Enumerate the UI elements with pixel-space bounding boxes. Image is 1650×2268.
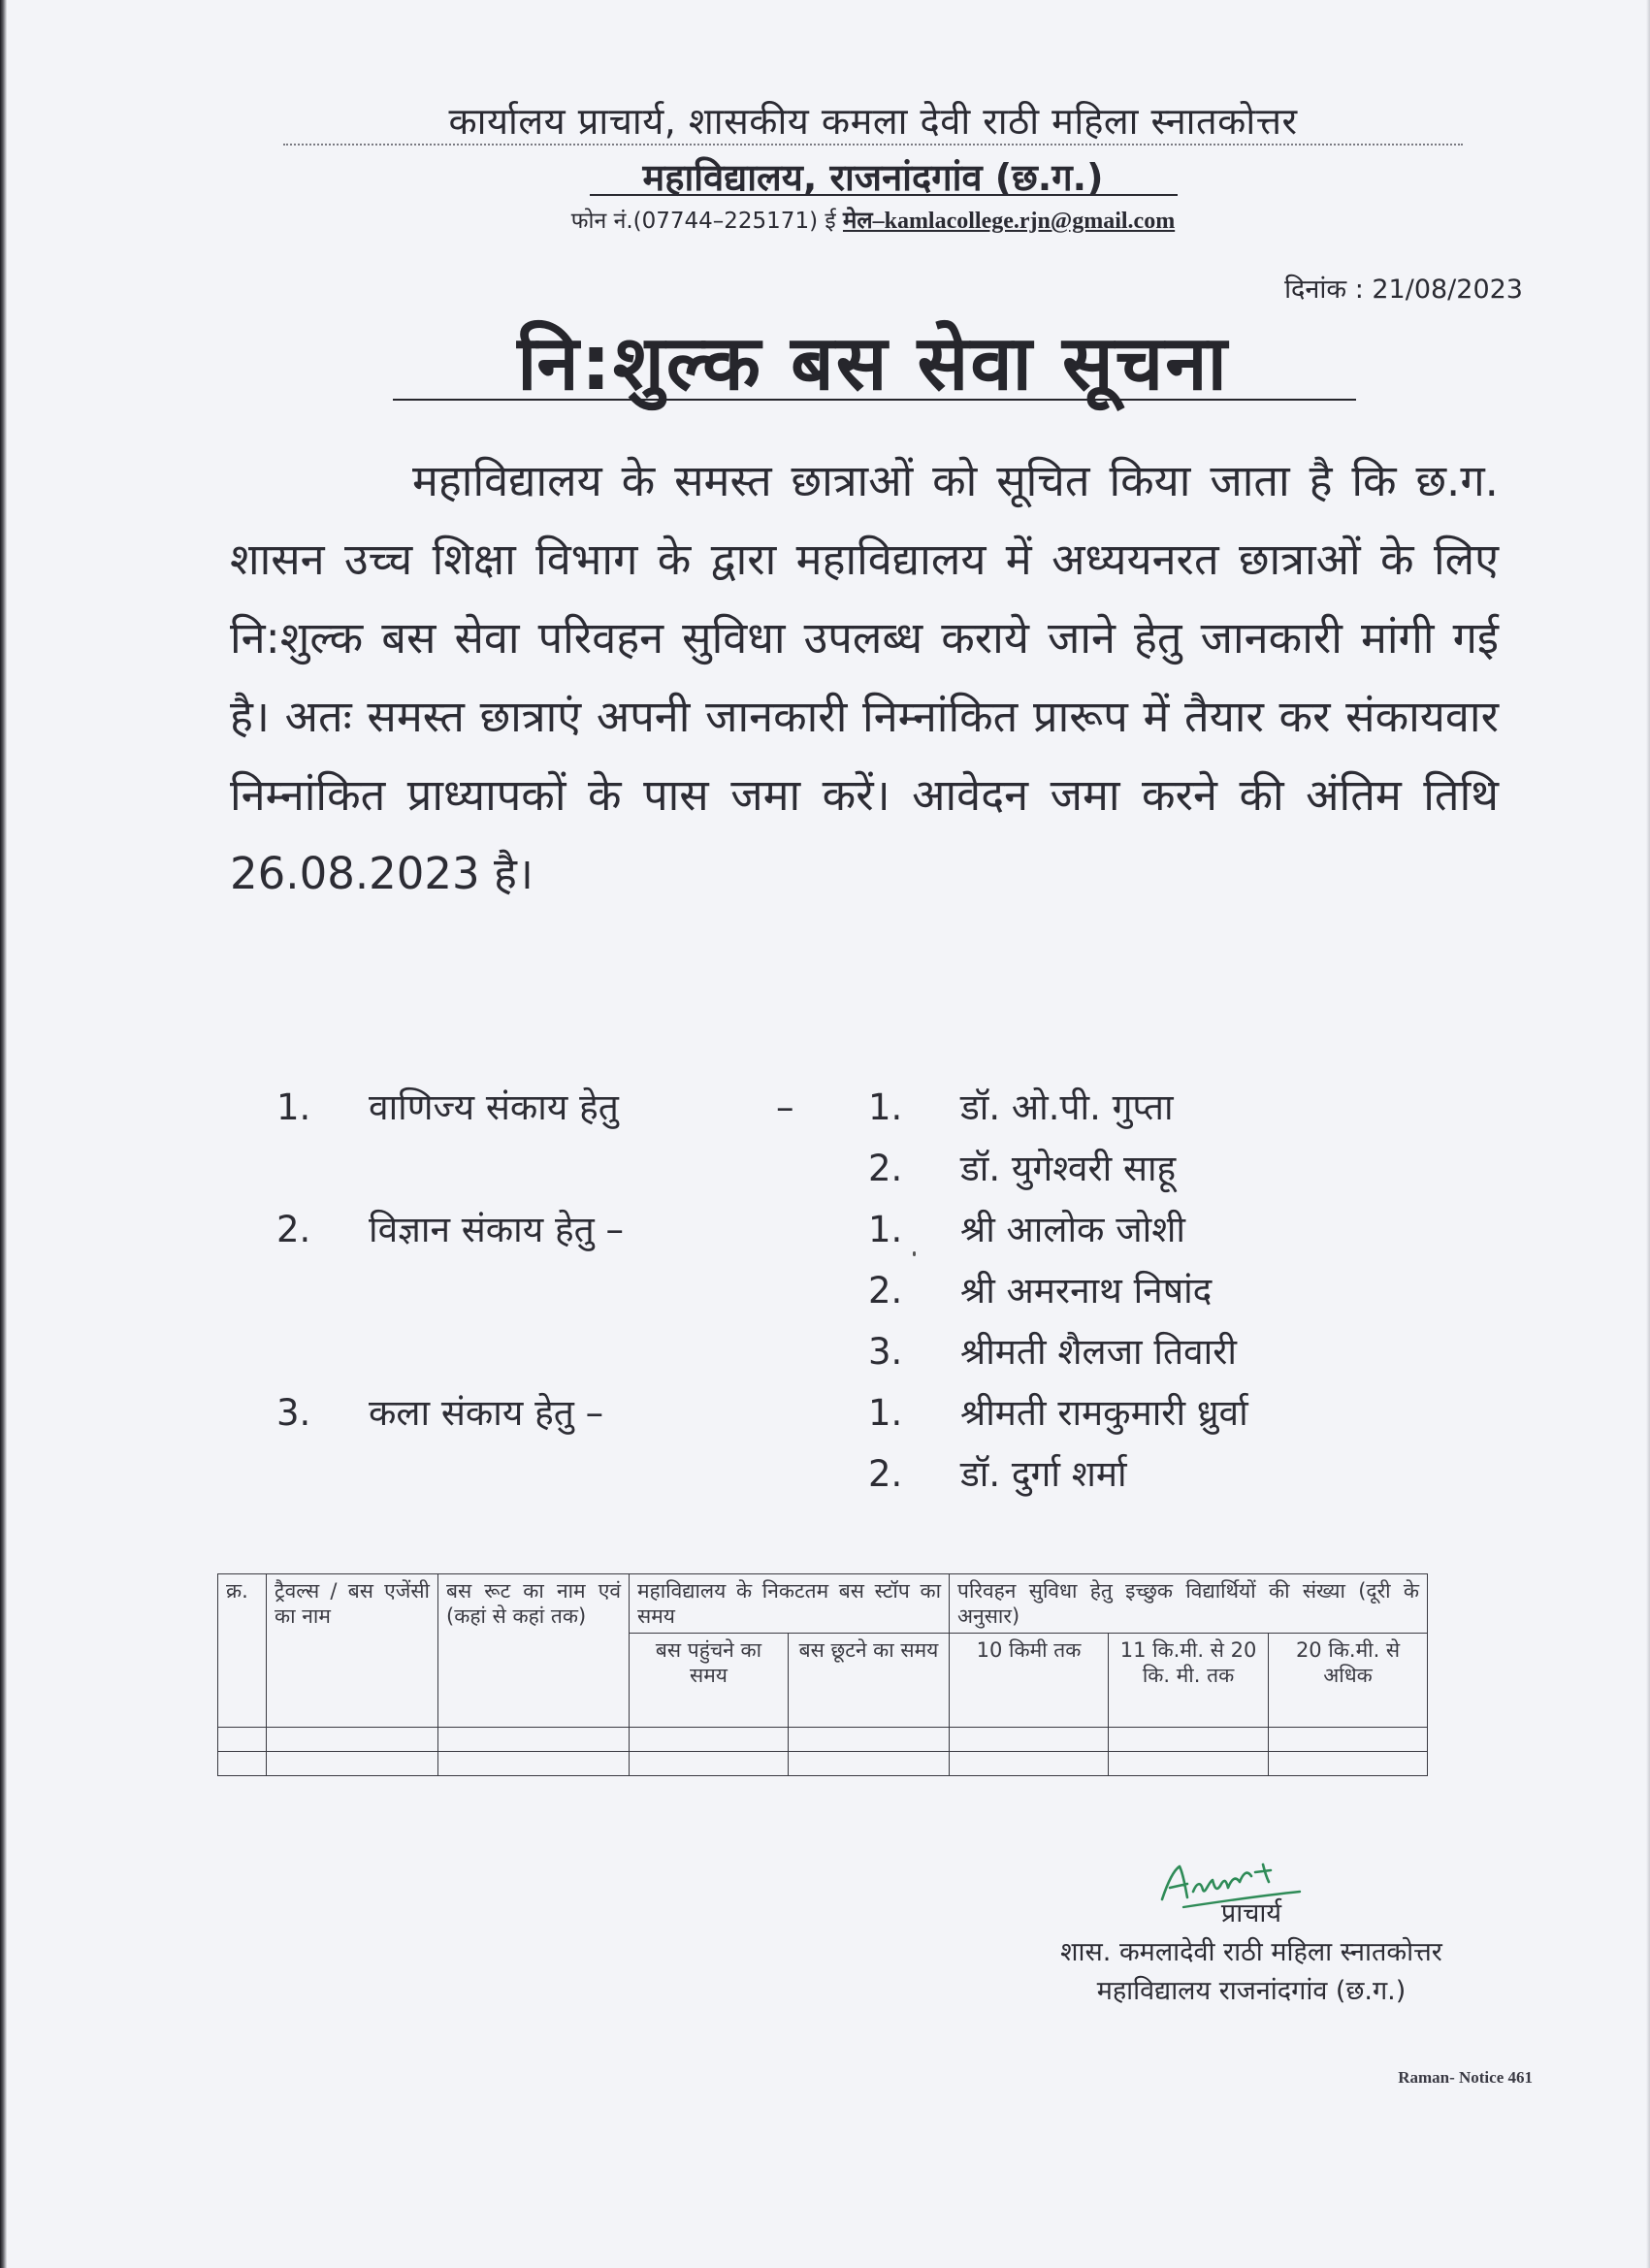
table-header-row [218,1574,1428,1634]
scan-speck [913,1251,916,1256]
professor-number: 2. [868,1148,903,1189]
header-students-group: परिवहन सुविधा हेतु इच्छुक विद्यार्थियों की संख्या (दूरी के अनुसार) [950,1574,1428,1634]
professor-name: डॉ. युगेश्वरी साहू [960,1148,1177,1189]
letterhead-divider [283,144,1463,146]
notice-reference: Raman- Notice 461 [1398,2068,1533,2087]
professor-row [0,1445,1650,1504]
professor-row [0,1262,1650,1320]
header-departure-time: बस छूटने का समय [789,1634,950,1728]
professor-number: 1. [868,1086,903,1128]
header-serial: क्र. [218,1574,267,1728]
faculty-dash: – [776,1086,794,1128]
professor-number: 2. [868,1453,903,1495]
faculty-number: 1. [276,1086,311,1128]
cell-dist1[interactable] [950,1728,1109,1752]
professor-row [0,1140,1650,1198]
header-distance-over-20km: 20 कि.मी. से अधिक [1269,1634,1428,1728]
notice-date: दिनांक : 21/08/2023 [1284,275,1523,305]
letterhead-college-line: महाविद्यालय, राजनांदगांव (छ.ग.) [642,156,1104,199]
phone-text: फोन नं.(07744–225171) ई [570,209,843,234]
notice-title: नि:शुल्क बस सेवा सूचना [517,320,1229,407]
cell-dist2[interactable] [1109,1752,1269,1776]
cell-departure[interactable] [789,1752,950,1776]
cell-serial[interactable] [218,1752,267,1776]
table-row [218,1752,1428,1776]
professor-number: 2. [868,1270,903,1312]
faculty-number: 3. [276,1392,311,1434]
cell-arrival[interactable] [630,1752,789,1776]
header-route: बस रूट का नाम एवं (कहां से कहां तक) [438,1574,630,1728]
professor-number: 3. [868,1331,903,1373]
letterhead-underline [590,194,1178,196]
cell-arrival[interactable] [630,1728,789,1752]
cell-departure[interactable] [789,1728,950,1752]
faculty-number: 2. [276,1209,311,1250]
table-row [218,1728,1428,1752]
header-agency: ट्रैवल्स / बस एजेंसी का नाम [267,1574,438,1728]
cell-route[interactable] [438,1728,630,1752]
cell-dist2[interactable] [1109,1728,1269,1752]
faculty-name: वाणिज्य संकाय हेतु [369,1086,619,1128]
professor-name: श्री आलोक जोशी [960,1209,1185,1250]
cell-agency[interactable] [267,1728,438,1752]
header-distance-11-20km: 11 कि.मी. से 20 कि. मी. तक [1109,1634,1269,1728]
header-distance-10km: 10 किमी तक [950,1634,1109,1728]
email-link[interactable]: मेल–kamlacollege.rjn@gmail.com [842,209,1176,234]
cell-agency[interactable] [267,1752,438,1776]
signatory-title: प्राचार्य [1220,1898,1282,1928]
professor-row [0,1323,1650,1381]
professor-number: 1. [868,1209,903,1250]
header-arrival-time: बस पहुंचने का समय [630,1634,789,1728]
notice-body-paragraph: महाविद्यालय के समस्त छात्राओं को सूचित किया जाता है कि छ.ग. शासन उच्च शिक्षा विभाग के द्वारा महाविद्यालय में अध्ययनरत छात्राओं के लिए नि:शुल्क बस सेवा परिवहन सुविधा उपलब्ध कराये जाने हेतु जानकारी मांगी गई है। अतः समस्त छात्राएं अपनी जानकारी निम्नांकित प्रारूप में तैयार कर संकायवार निम्नांकित प्राध्यापकों के पास जमा करें। आवेदन जमा करने की अंतिम तिथि 26.08.2023 है। [230,455,1499,899]
professor-name: डॉ. दुर्गा शर्मा [960,1453,1127,1495]
faculty-row-arts [0,1384,1650,1442]
professor-name: श्री अमरनाथ निषांद [960,1270,1213,1312]
faculty-row-science [0,1201,1650,1259]
faculty-name: कला संकाय हेतु – [369,1392,604,1434]
professor-name: श्रीमती शैलजा तिवारी [960,1331,1237,1373]
cell-dist1[interactable] [950,1752,1109,1776]
title-underline [393,399,1356,401]
professor-name: श्रीमती रामकुमारी ध्रुर्वा [960,1392,1248,1434]
letterhead-office-line: कार्यालय प्राचार्य, शासकीय कमला देवी राठी महिला स्नातकोत्तर [448,100,1298,143]
signatory-college-line1: शास. कमलादेवी राठी महिला स्नातकोत्तर [1060,1937,1442,1967]
professor-name: डॉ. ओ.पी. गुप्ता [960,1086,1174,1128]
cell-serial[interactable] [218,1728,267,1752]
cell-dist3[interactable] [1269,1728,1428,1752]
faculty-row-commerce [0,1079,1650,1137]
bus-info-format-table [217,1573,1428,1776]
header-stop-time-group: महाविद्यालय के निकटतम बस स्टॉप का समय [630,1574,950,1634]
professor-number: 1. [868,1392,903,1434]
cell-route[interactable] [438,1752,630,1776]
faculty-name: विज्ञान संकाय हेतु – [369,1209,624,1250]
letterhead-contact [485,204,1261,236]
signatory-college-line2: महाविद्यालय राजनांदगांव (छ.ग.) [1096,1976,1407,2006]
cell-dist3[interactable] [1269,1752,1428,1776]
